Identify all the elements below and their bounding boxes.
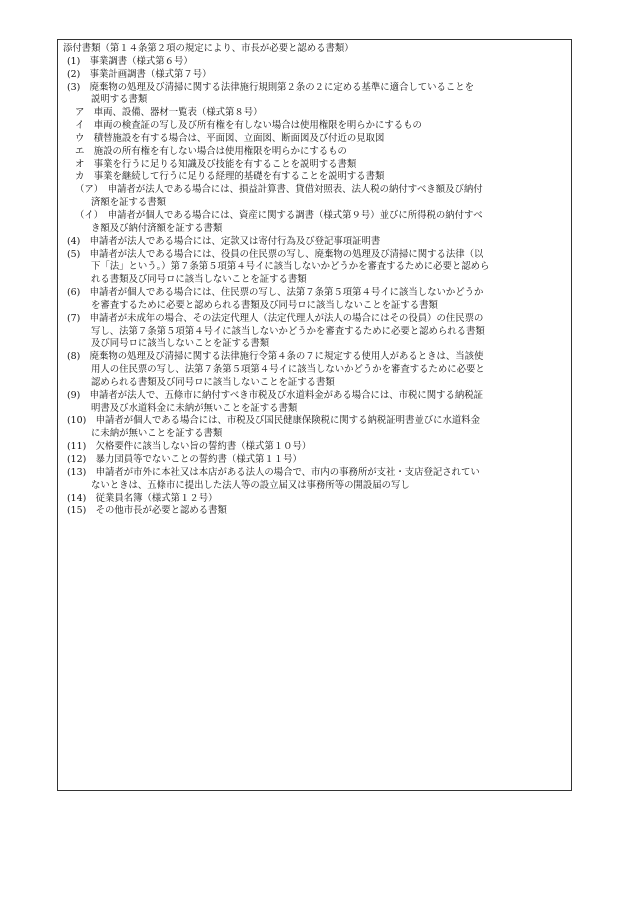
document-line: ア 車両、設備、器材一覧表（様式第８号） [75,107,263,119]
document-line: エ 施設の所有権を有しない場合は使用権限を明らかにするもの [75,145,347,157]
document-line: カ 事業を継続して行うに足りる経理的基礎を有することを説明する書類 [75,171,385,183]
document-line: (9) 申請者が法人で、五條市に納付すべき市税及び水道料金がある場合には、市税に関する納税証 [67,389,484,401]
document-line: 認められる書類及び同号ロに該当しないことを証する書類 [91,376,335,388]
document-line: き額及び納付済額を証する書類 [91,222,223,234]
document-line: (4) 申請者が法人である場合には、定款又は寄付行為及び登記事項証明書 [67,235,381,247]
document-line: 明書及び水道料金に未納が無いことを証する書類 [91,402,298,414]
document-line: ないときは、五條市に提出した法人等の設立届又は事務所等の開設届の写し [91,479,410,491]
document-line: (7) 申請者が未成年の場合、その法定代理人（法定代理人が法人の場合にはその役員）の住民票の [67,312,484,324]
document-line: (1) 事業調書（様式第６号） [67,55,193,67]
document-line: (15) その他市長が必要と認める書類 [67,505,227,517]
document-line: イ 車両の検査証の写し及び所有権を有しない場合は使用権限を明らかにするもの [75,120,422,132]
document-line: 下「法」という。）第７条第５項第４号イに該当しないかどうかを審査するために必要と認めら [91,261,490,273]
document-body [63,56,567,518]
document-line: （イ） 申請者が個人である場合には、資産に関する調書（様式第９号）並びに所得税の納付すべ [75,209,483,221]
attachment-list-box [57,39,572,791]
document-line: (11) 欠格要件に該当しない旨の誓約書（様式第１０号） [67,441,312,453]
document-line: 用人の住民票の写し、法第７条第５項第４号イに該当しないかどうかを審査するために必要と [91,364,485,376]
document-line: を審査するために必要と認められる書類及び同号ロに該当しないことを証する書類 [91,299,438,311]
document-line: (8) 廃棄物の処理及び清掃に関する法律施行令第４条の７に規定する使用人があるときは、当該使 [67,351,484,363]
document-line: 写し、法第７条第５項第４号イに該当しないかどうかを審査するために必要と認められる書類 [91,325,485,337]
document-line: (5) 申請者が法人である場合には、役員の住民票の写し、廃棄物の処理及び清掃に関する法律（以 [67,248,484,260]
document-heading: 添付書類（第１４条第２項の規定により、市長が必要と認める書類） [63,43,354,54]
document-line: 済額を証する書類 [91,197,167,209]
document-line: 説明する書類 [91,94,148,106]
document-line: (3) 廃棄物の処理及び清掃に関する法律施行規則第２条の２に定める基準に適合していることを [67,81,475,93]
document-line: 及び同号ロに該当しないことを証する書類 [91,338,270,350]
document-line: (10) 申請者が個人である場合には、市税及び国民健康保険税に関する納税証明書並びに水道料金 [67,415,480,427]
document-line: (2) 事業計画調書（様式第７号） [67,68,212,80]
document-line: に未納が無いことを証する書類 [91,428,223,440]
document-line: （ア） 申請者が法人である場合には、損益計算書、貸借対照表、法人税の納付すべき額及び納付 [75,184,483,196]
document-line: (14) 従業員名簿（様式第１２号） [67,492,218,504]
document-line: (12) 暴力団員等でないことの誓約書（様式第１１号） [67,454,302,465]
document-line: ウ 積替施設を有する場合は、平面図、立面図、断面図及び付近の見取図 [75,132,385,144]
document-line: オ 事業を行うに足りる知識及び技能を有することを説明する書類 [75,158,357,170]
document-line: (13) 申請者が市外に本社又は本店がある法人の場合で、市内の事務所が支社・支店登記されてい [67,466,480,478]
document-line: れる書類及び同号ロに該当しないことを証する書類 [91,274,307,286]
document-line: (6) 申請者が個人である場合には、住民票の写し、法第７条第５項第４号イに該当しないかどうか [67,287,484,299]
